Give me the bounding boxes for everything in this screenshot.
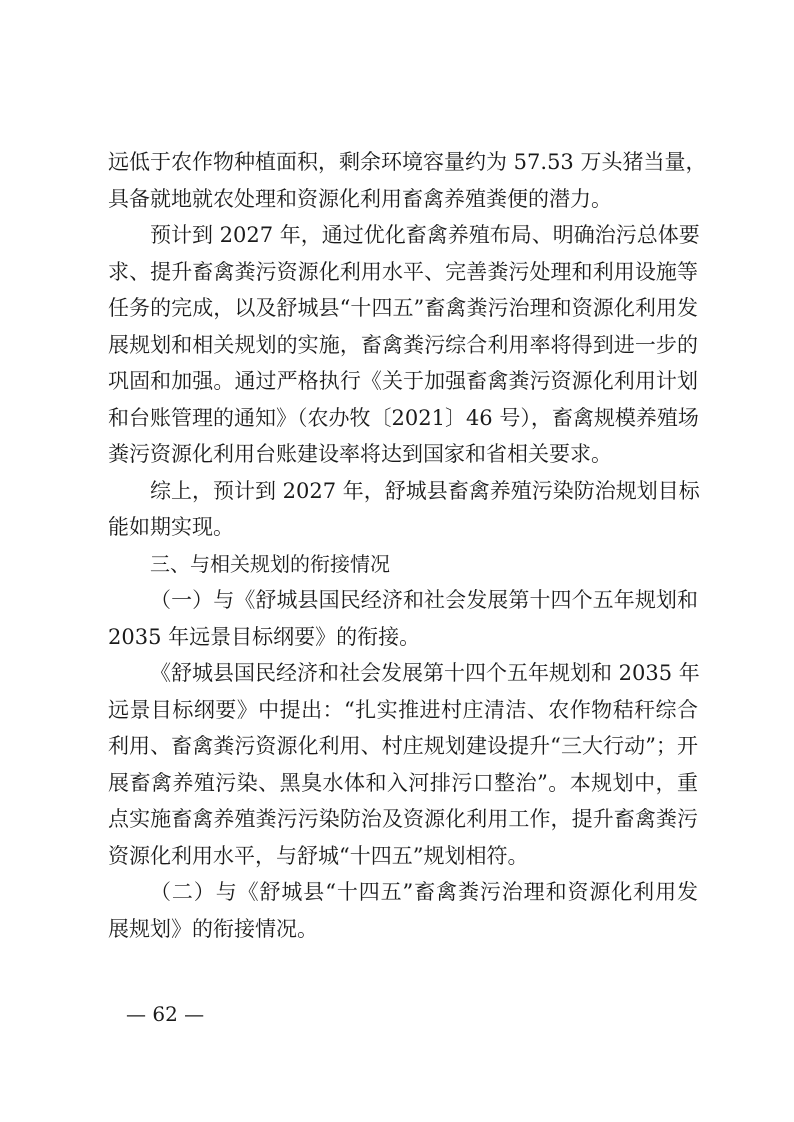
paragraph <box>108 655 698 874</box>
text-line: 综上，预计到 2027 年，舒城县畜禽养殖污染防治规划目标 <box>150 478 700 503</box>
text-line: 点实施畜禽养殖粪污污染防治及资源化利用工作，提升畜禽粪污 <box>108 807 698 831</box>
text-line: 展畜禽养殖污染、黑臭水体和入河排污口整治”。本规划中，重 <box>108 770 698 795</box>
paragraph <box>108 144 707 217</box>
section-heading <box>108 546 698 583</box>
text-line: 粪污资源化利用台账建设率将达到国家和省相关要求。 <box>108 442 612 466</box>
text-line: 求、提升畜禽粪污资源化利用水平、完善粪污处理和利用设施等 <box>108 259 698 284</box>
text-line: 展规划》的衔接情况。 <box>108 916 318 941</box>
text-line: 任务的完成，以及舒城县“十四五”畜禽粪污治理和资源化利用发 <box>108 296 698 320</box>
text-line: （二）与《舒城县“十四五”畜禽粪污治理和资源化利用发 <box>150 880 698 904</box>
page-number: — 62 — <box>126 1002 205 1026</box>
paragraph <box>108 217 698 473</box>
text-line: 资源化利用水平，与舒城“十四五”规划相符。 <box>108 843 529 868</box>
paragraph <box>108 473 698 546</box>
text-line: 2035 年远景目标纲要》的衔接。 <box>108 624 421 649</box>
document-body <box>108 144 707 947</box>
text-line: 利用、畜禽粪污资源化利用、村庄规划建设提升“三大行动”；开 <box>108 734 698 758</box>
text-line: （一）与《舒城县国民经济和社会发展第十四个五年规划和 <box>150 588 698 612</box>
paragraph <box>108 874 698 947</box>
paragraph-list <box>108 144 707 947</box>
text-line: 展规划和相关规划的实施，畜禽粪污综合利用率将得到进一步的 <box>108 332 698 357</box>
text-line: 预计到 2027 年，通过优化畜禽养殖布局、明确治污总体要 <box>150 223 700 247</box>
text-line: 能如期实现。 <box>108 515 234 539</box>
paragraph <box>108 582 698 655</box>
heading-text: 三、与相关规划的衔接情况 <box>150 551 390 576</box>
text-line: 巩固和加强。通过严格执行《关于加强畜禽粪污资源化利用计划 <box>108 369 698 393</box>
text-line: 远景目标纲要》中提出：“扎实推进村庄清洁、农作物秸秆综合 <box>108 697 698 722</box>
text-line: 远低于农作物种植面积，剩余环境容量约为 57.53 万头猪当量， <box>108 150 707 174</box>
text-line: 和台账管理的通知》（农办牧〔2021〕46 号），畜禽规模养殖场 <box>108 405 699 430</box>
text-line: 《舒城县国民经济和社会发展第十四个五年规划和 2035 年 <box>150 661 700 685</box>
text-line: 具备就地就农处理和资源化利用畜禽养殖粪便的潜力。 <box>108 186 612 211</box>
